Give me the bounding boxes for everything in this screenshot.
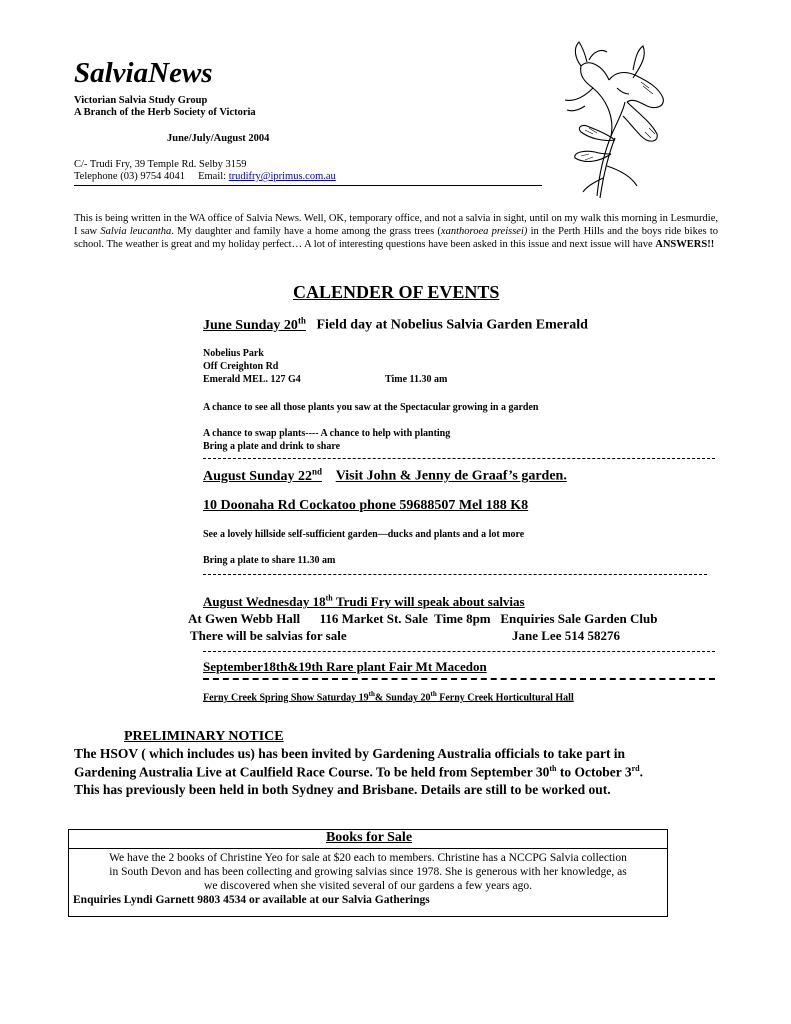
books-title: Books for Sale	[325, 830, 413, 845]
ferny-creek-sup1: th	[368, 690, 375, 698]
books-text	[73, 851, 663, 907]
notice-line2-sup2: rd	[631, 764, 640, 773]
event-august-wednesday-sale: There will be salvias for sale	[190, 628, 347, 643]
divider-bold	[203, 678, 715, 680]
species-name: Salvia leucantha	[100, 226, 172, 237]
event-august-wednesday-venue: At Gwen Webb Hall 116 Market St. Sale Time 8pm Enquiries Sale Garden Club	[188, 611, 658, 626]
notice-line2	[74, 764, 643, 781]
event-august-sunday-desc: Visit John & Jenny de Graaf’s garden.	[335, 468, 567, 484]
intro-paragraph	[74, 212, 718, 251]
books-title-rule	[69, 848, 667, 849]
event-august-sunday-note2: Bring a plate to share 11.30 am	[203, 555, 336, 566]
contact-line	[74, 171, 336, 183]
grass-tree-name: xanthoroea preissei)	[440, 226, 528, 237]
event-june-note2: A chance to swap plants---- A chance to help with planting	[203, 428, 451, 439]
event-august-sunday-note1: See a lovely hillside self-sufficient garden—ducks and plants and a lot more	[203, 529, 525, 540]
event-august-sunday-address: 10 Doonaha Rd Cockatoo phone 59688507 Mel 188 K8	[203, 498, 529, 513]
divider	[203, 651, 715, 652]
intro-text-3: in the Perth Hills and the boys ride bikes to school. The weather is great and my holiday perfect… A lot of interesting questions have been asked in this issue and next issue will have	[74, 226, 718, 250]
event-june-note1: A chance to see all those plants you saw at the Spectacular growing in a garden	[203, 402, 539, 413]
ferny-creek-part1: Ferny Creek Spring Show Saturday 19	[203, 692, 369, 704]
event-june-map: Emerald MEL. 127 G4	[203, 374, 301, 385]
books-line3: we discovered when she visited several of our gardens a few years ago.	[204, 880, 532, 892]
event-august-sunday-date-sup: nd	[311, 466, 322, 476]
calendar-title: CALENDER OF EVENTS	[293, 282, 500, 302]
postal-address: C/- Trudi Fry, 39 Temple Rd. Selby 3159	[74, 159, 247, 170]
intro-text-1: This is being written in the WA office of Salvia News. Well, OK, temporary office, and not a salvia in sight, until on my walk this morning in Lesmurdie, I saw	[74, 213, 718, 237]
books-for-sale-box	[68, 829, 668, 917]
title-part-news: News	[148, 57, 213, 89]
event-august-wednesday-heading	[203, 594, 525, 610]
event-june-time: Time 11.30 am	[385, 374, 448, 385]
divider	[203, 458, 715, 459]
ferny-creek-part3: Ferny Creek Horticultural Hall	[436, 692, 574, 704]
email-label: Email:	[198, 171, 227, 182]
email-link[interactable]: trudifry@iprimus.com.au	[228, 171, 336, 182]
event-june-date	[203, 315, 306, 333]
notice-title: PRELIMINARY NOTICE	[124, 729, 284, 744]
branch-line: A Branch of the Herb Society of Victoria	[74, 107, 256, 118]
books-line1: We have the 2 books of Christine Yeo for sale at $20 each to members. Christine has a NCCPG Salvia collection	[109, 852, 627, 864]
ferny-creek-part2: & Sunday 20	[374, 692, 431, 704]
newsletter-title	[74, 56, 213, 90]
title-part-salvia: Salvia	[74, 57, 149, 89]
notice-line2-a: Gardening Australia Live at Caulfield Race Course. To be held from September 30	[74, 764, 550, 780]
event-august-wednesday-contact: Jane Lee 514 58276	[512, 628, 620, 643]
event-august-wednesday-date-text: August Wednesday 18	[203, 594, 326, 610]
notice-line1: The HSOV ( which includes us) has been invited by Gardening Australia officials to take part in	[74, 746, 626, 761]
notice-line2-sup1: th	[549, 764, 557, 773]
event-june-venue: Nobelius Park	[203, 348, 264, 359]
header-rule	[74, 185, 542, 186]
notice-line2-c: .	[639, 764, 643, 780]
event-august-wednesday-date-sup: th	[325, 594, 333, 603]
event-june-date-sup: th	[297, 315, 306, 325]
answers-text: ANSWERS!!	[655, 239, 715, 250]
books-enquiries: Enquiries Lyndi Garnett 9803 4534 or available at our Salvia Gatherings	[73, 894, 430, 906]
event-august-wednesday-date	[203, 594, 525, 609]
event-june-date-text: June Sunday 20	[203, 317, 298, 333]
books-line2: in South Devon and has been collecting and growing salvias since 1978. She is generous with her knowledge, as	[109, 866, 627, 878]
event-june-note3: Bring a plate and drink to share	[203, 441, 341, 452]
event-august-wednesday-desc: Trudi Fry will speak about salvias	[335, 594, 525, 610]
divider	[203, 574, 707, 575]
event-august-sunday-date-text: August Sunday 22	[203, 468, 312, 484]
intro-text-2: . My daughter and family have a home among the grass trees (	[171, 226, 441, 237]
ferny-creek-sup2: th	[430, 690, 437, 698]
event-ferny-creek	[203, 690, 574, 703]
telephone: Telephone (03) 9754 4041	[74, 171, 185, 182]
issue-date: June/July/August 2004	[167, 133, 270, 144]
notice-line2-b: to October 3	[556, 764, 632, 780]
notice-line3: This has previously been held in both Sydney and Brisbane. Details are still to be worked out.	[74, 782, 611, 797]
salvia-flower-illustration	[545, 36, 670, 206]
group-name: Victorian Salvia Study Group	[74, 95, 208, 106]
event-august-sunday-heading	[203, 466, 567, 485]
event-rare-plant-fair: September18th&19th Rare plant Fair Mt Macedon	[203, 659, 487, 674]
event-june-heading	[203, 315, 588, 334]
event-june-desc: Field day at Nobelius Salvia Garden Emerald	[316, 317, 588, 333]
event-august-sunday-date	[203, 466, 322, 484]
event-june-road: Off Creighton Rd	[203, 361, 279, 372]
